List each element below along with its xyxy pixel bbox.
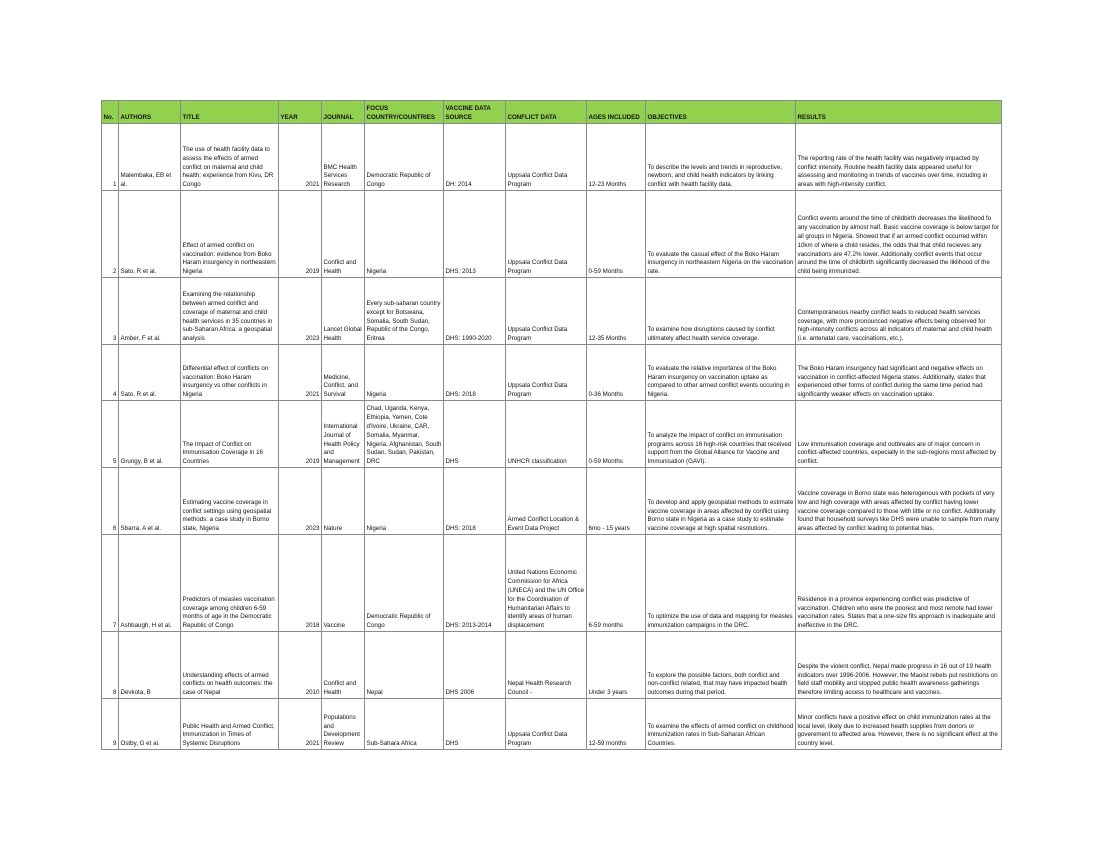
header-results[interactable]: RESULTS	[796, 101, 1002, 124]
cell-authors[interactable]: Grungy, B et al.	[119, 401, 181, 468]
cell-year[interactable]: 2018	[279, 535, 322, 632]
cell-objectives[interactable]: To describe the levels and trends in reproductive, newborn, and child health indicators by linking conflict with health facility data.	[646, 124, 796, 191]
table-row	[102, 699, 1002, 750]
cell-journal[interactable]: Medicine, Conflict, and Survival	[322, 345, 365, 401]
cell-vaccine[interactable]: DHS	[444, 401, 506, 468]
cell-title[interactable]: Estimating vaccine coverage in conflict settings using geospatial methods: a case study in Borno state, Nigeria	[181, 468, 279, 535]
cell-results[interactable]: Low immunisation coverage and outbreaks are of major concern in conflict-affected countries, expecially in the sub-regions most affected by conflict.	[796, 401, 1002, 468]
cell-conflict[interactable]: UNHCR classification	[506, 401, 587, 468]
cell-ages[interactable]: 6-59 months	[587, 535, 646, 632]
cell-objectives[interactable]: To examine how disruptions caused by conflict ultimately affect health service coverage.	[646, 278, 796, 345]
cell-no[interactable]: 3	[102, 278, 119, 345]
cell-objectives[interactable]: To examine the effects of armed conflict on childhood immunization rates in Sub-Saharan African Countries.	[646, 699, 796, 750]
cell-objectives[interactable]: To optimize the use of data and mapping for measles immunization campaigns in the DRC.	[646, 535, 796, 632]
cell-focus[interactable]: Nigeria	[365, 345, 444, 401]
cell-focus[interactable]: Nepal	[365, 632, 444, 699]
cell-results[interactable]: Despite the violent conflict, Nepal made progress in 16 out of 19 health indicators over 1996-2006. However, the Maoist rebels put restrictions on field staff mobility and stopped public health awareness gatherings therefore limiting access to healthcare and vaccines.	[796, 632, 1002, 699]
cell-year[interactable]: 2021	[279, 345, 322, 401]
cell-title[interactable]: Effect of armed conflict on vaccination: evidence from Boko Haram insurgency in northeastern Nigeria	[181, 191, 279, 278]
cell-year[interactable]: 2021	[279, 124, 322, 191]
header-authors[interactable]: AUTHORS	[119, 101, 181, 124]
table-row	[102, 468, 1002, 535]
cell-title[interactable]: Differential effect of conflicts on vaccination: Boko Haram insurgency vs other conflicts in Nigeria	[181, 345, 279, 401]
cell-objectives[interactable]: To analyze the impact of conflict on immunisation programs across 16 high-risk countries that received support from the Global Alliance for Vaccine and Immunisation (GAVI).	[646, 401, 796, 468]
cell-objectives[interactable]: To evaluate the casual effect of the Boko Haram insurgency in northeastern Nigeria on the vaccination rate.	[646, 191, 796, 278]
cell-results[interactable]: The reporting rate of the health facility was negatively impacted by conflict intensity. Routine health facility data appeared useful for assessing and monitoring in trends of vaccines over time, including in areas with high-intensity conflict.	[796, 124, 1002, 191]
cell-results[interactable]: Conflict events around the time of childbirth decreases the likelihood fo any vaccination by almost half. Basic vaccine coverage is below target for all groups in Nigeria. Showed that if an armed conflict occurred within 10km of where a child resides, the odds that that child recieves any vaccinations are 47.2% lower. Additionally conflict events that occur around the time of childbirth significantly decreased the liklihood of the child being immunized.	[796, 191, 1002, 278]
cell-journal[interactable]: Conflict and Health	[322, 632, 365, 699]
cell-vaccine[interactable]: DHS: 1990-2020	[444, 278, 506, 345]
cell-ages[interactable]: Under 3 years	[587, 632, 646, 699]
cell-journal[interactable]: International Journal of Health Policy and Management	[322, 401, 365, 468]
cell-journal[interactable]: Conflict and Health	[322, 191, 365, 278]
cell-vaccine[interactable]: DHS	[444, 699, 506, 750]
cell-no[interactable]: 4	[102, 345, 119, 401]
cell-objectives[interactable]: To evaluate the relative importance of the Boko Haram insurgency on vaccination uptake as compared to other armed conflict events occuring in Nigeria.	[646, 345, 796, 401]
cell-conflict[interactable]: Uppsala Conflict Data Program	[506, 278, 587, 345]
cell-ages[interactable]: 12-59 months	[587, 699, 646, 750]
cell-vaccine[interactable]: DHS: 2018	[444, 345, 506, 401]
cell-year[interactable]: 2019	[279, 191, 322, 278]
cell-vaccine[interactable]: DHS: 2013-2014	[444, 535, 506, 632]
header-focus[interactable]: FOCUS COUNTRY/COUNTRIES	[365, 101, 444, 124]
cell-objectives[interactable]: To explore the possible factors, both conflict and non-conflict related, that may have impacted health outcomes during that period.	[646, 632, 796, 699]
cell-conflict[interactable]: Uppsala Conflict Data Program	[506, 191, 587, 278]
cell-authors[interactable]: Ostby, G et al.	[119, 699, 181, 750]
cell-no[interactable]: 6	[102, 468, 119, 535]
cell-year[interactable]: 2023	[279, 278, 322, 345]
cell-title[interactable]: The Impact of Conflict on Immunisation Coverage in 16 Countries	[181, 401, 279, 468]
cell-focus[interactable]: Democratic Republic of Congo	[365, 535, 444, 632]
cell-journal[interactable]: BMC Health Services Research	[322, 124, 365, 191]
cell-authors[interactable]: Sbarra, A et al.	[119, 468, 181, 535]
cell-focus[interactable]: Democratic Republic of Congo	[365, 124, 444, 191]
cell-title[interactable]: Understanding effects of armed conflicts on health outcomes: the case of Nepal	[181, 632, 279, 699]
header-conflict[interactable]: CONFLICT DATA	[506, 101, 587, 124]
table-row	[102, 191, 1002, 278]
cell-ages[interactable]: 6mo - 15 years	[587, 468, 646, 535]
cell-authors[interactable]: Sato, R et al.	[119, 191, 181, 278]
cell-no[interactable]: 5	[102, 401, 119, 468]
cell-conflict[interactable]: Uppsala Conflict Data Program	[506, 124, 587, 191]
header-objectives[interactable]: OBJECTIVES	[646, 101, 796, 124]
header-title[interactable]: TITLE	[181, 101, 279, 124]
cell-no[interactable]: 7	[102, 535, 119, 632]
cell-title[interactable]: Public Health and Armed Conflict, Immunization in Times of Systemic Disruptions	[181, 699, 279, 750]
cell-ages[interactable]: 12-35 Months	[587, 278, 646, 345]
cell-ages[interactable]: 0-59 Months	[587, 191, 646, 278]
cell-no[interactable]: 1	[102, 124, 119, 191]
cell-conflict[interactable]: Nepal Health Research Council -	[506, 632, 587, 699]
table-row	[102, 535, 1002, 632]
cell-conflict[interactable]: United Nations Economic Commission for Africa (UNECA) and the UN Office for the Coordination of Humanitarian Affairs to identify areas of human displacement	[506, 535, 587, 632]
header-ages[interactable]: AGES INCLUDED	[587, 101, 646, 124]
cell-authors[interactable]: Amber, F et al.	[119, 278, 181, 345]
cell-focus[interactable]: Nigeria	[365, 468, 444, 535]
cell-title[interactable]: The use of health facility data to assess the effects of armed conflict on maternal and child health: experience from Kivu, DR Congo	[181, 124, 279, 191]
header-no[interactable]: No.	[102, 101, 119, 124]
cell-vaccine[interactable]: DH: 2014	[444, 124, 506, 191]
cell-ages[interactable]: 12-23 Months	[587, 124, 646, 191]
cell-journal[interactable]: Populations and Development Review	[322, 699, 365, 750]
cell-conflict[interactable]: Armed Conflict Location & Event Data Project	[506, 468, 587, 535]
cell-year[interactable]: 2019	[279, 401, 322, 468]
literature-review-table	[101, 100, 1002, 750]
cell-ages[interactable]: 0-36 Months	[587, 345, 646, 401]
cell-conflict[interactable]: Uppsala Conflict Data Program	[506, 345, 587, 401]
cell-journal[interactable]: Vaccine	[322, 535, 365, 632]
cell-title[interactable]: Examining the relationship between armed conflict and coverage of maternal and child health services in 35 countries in sub-Saharan Africa: a geospatial analysis	[181, 278, 279, 345]
cell-conflict[interactable]: Uppsala Conflict Data Program	[506, 699, 587, 750]
cell-journal[interactable]: Nature	[322, 468, 365, 535]
cell-year[interactable]: 2021	[279, 699, 322, 750]
cell-authors[interactable]: Malembaka, EB et al.	[119, 124, 181, 191]
table-row	[102, 124, 1002, 191]
cell-results[interactable]: Residence in a province experiencing conflict was predictive of vaccination. Children who were the poorest and most remote had lower vaccination rates. States that a one-size fits approach is inadequate and ineffective in the DRC.	[796, 535, 1002, 632]
cell-vaccine[interactable]: DHS: 2013	[444, 191, 506, 278]
header-journal[interactable]: JOURNAL	[322, 101, 365, 124]
cell-no[interactable]: 2	[102, 191, 119, 278]
cell-results[interactable]: The Boko Haram insurgency had significant and negative effects on vaccination in conflict-affected Nigeria states. Additionally, states that experienced other forms of conflict during the same time period had significantly weaker effects on vaccination uptake.	[796, 345, 1002, 401]
table-row	[102, 401, 1002, 468]
cell-authors[interactable]: Ashbaugh, H et al.	[119, 535, 181, 632]
cell-authors[interactable]: Sato, R et al.	[119, 345, 181, 401]
cell-no[interactable]: 9	[102, 699, 119, 750]
cell-results[interactable]: Contemporaneous nearby conflict leads to reduced health services coverage, with more pronounced negative effects being observed for high-intensity conflicts across all indicators of maternal and child health (i.e. antenatal care, vaccinations, etc.).	[796, 278, 1002, 345]
cell-focus[interactable]: Every sub-saharan country except for Botswana, Somalia, South Sudan, Republic of the Congo, Eritrea	[365, 278, 444, 345]
cell-vaccine[interactable]: DHS 2006	[444, 632, 506, 699]
cell-vaccine[interactable]: DHS: 2018	[444, 468, 506, 535]
header-year[interactable]: YEAR	[279, 101, 322, 124]
cell-year[interactable]: 2023	[279, 468, 322, 535]
table-row	[102, 345, 1002, 401]
table-row	[102, 278, 1002, 345]
cell-focus[interactable]: Nigeria	[365, 191, 444, 278]
cell-title[interactable]: Predictors of measles vaccination coverage among children 6-59 months of age in the Democratic Republic of Congo	[181, 535, 279, 632]
cell-results[interactable]: Minor conflicts have a positive effect on child immunization rates at the local level, likely due to increased health supplies from donors or goverement to affected area. However, there is no significant effect at the country level.	[796, 699, 1002, 750]
cell-year[interactable]: 2010	[279, 632, 322, 699]
cell-journal[interactable]: Lancet Global Health	[322, 278, 365, 345]
cell-objectives[interactable]: To develop and apply geospatial methods to estimate vaccine coverage in areas affected by conflict using Borno state in Nigeria as a case study to estimate vaccine coverage at high spatial resolutions.	[646, 468, 796, 535]
header-row	[102, 101, 1002, 124]
cell-focus[interactable]: Chad, Uganda, Kenya, Ethiopia, Yemen, Cote d'Ivoire, Ukraine, CAR, Somalia, Myanmar, Nigeria, Afghanistan, South Sudan, Sudan, Pakistan, DRC	[365, 401, 444, 468]
cell-focus[interactable]: Sub-Sahara Africa	[365, 699, 444, 750]
cell-no[interactable]: 8	[102, 632, 119, 699]
cell-authors[interactable]: Devkota, B	[119, 632, 181, 699]
cell-results[interactable]: Vaccine coverage in Borno state was heterogenous with pockets of very low and high coverage with areas affected by conflict having lower vaccine coverage compared to those with little or no conflict. Additionally found that household surveys like DHS were unable to sample from many areas affected by conflict leading to potential bias.	[796, 468, 1002, 535]
table-row	[102, 632, 1002, 699]
header-vaccine[interactable]: VACCINE DATA SOURCE	[444, 101, 506, 124]
cell-ages[interactable]: 0-59 Months	[587, 401, 646, 468]
